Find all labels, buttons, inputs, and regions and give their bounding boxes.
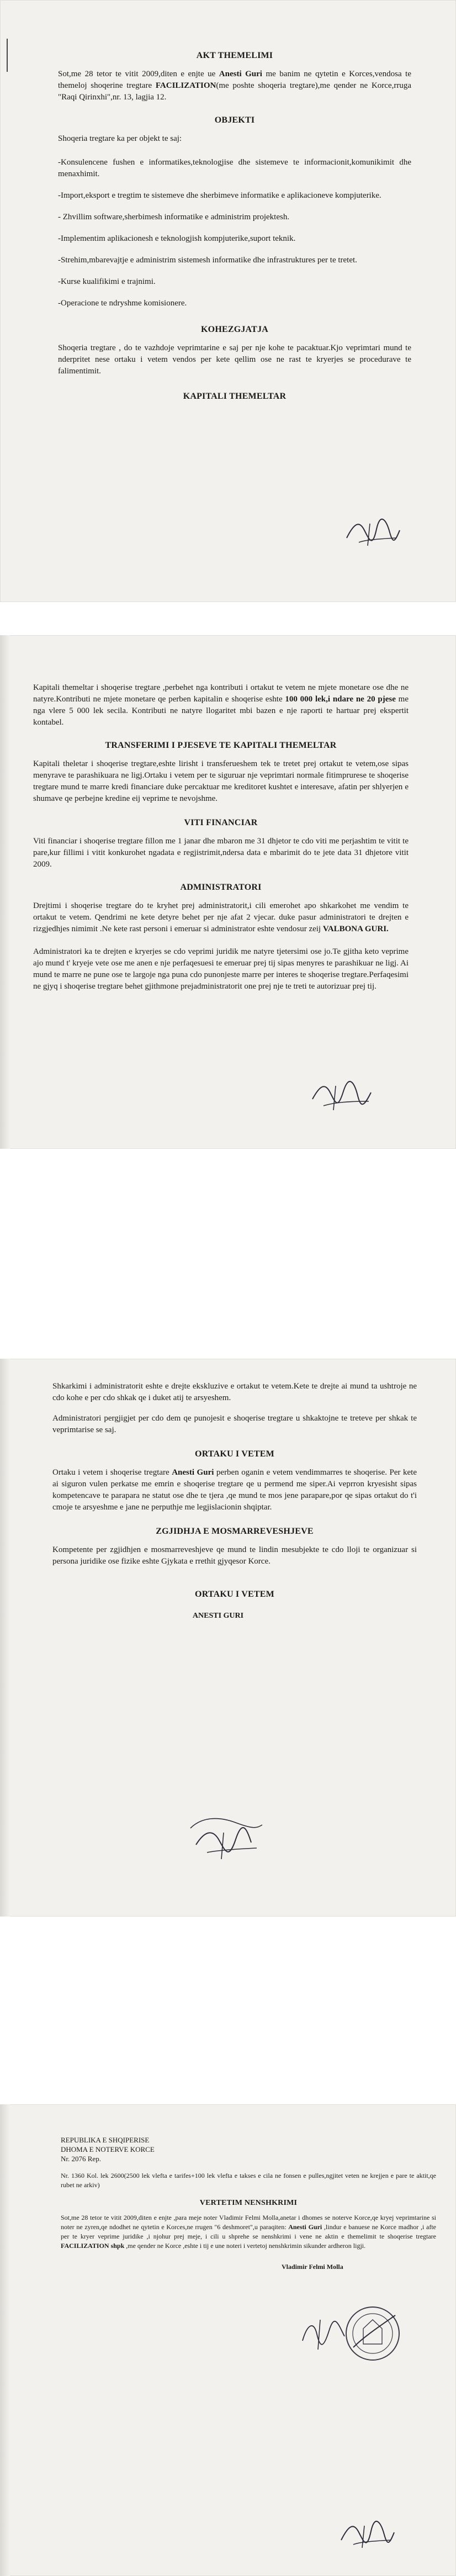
vertetim-heading: VERTETIM NENSHKRIMI bbox=[199, 2199, 298, 2207]
margin-mark bbox=[7, 39, 8, 72]
objekti-item: -Import,eksport e tregtim te sistemeve dhe sherbimeve informatike e aplikacioneve kompjuterike. bbox=[58, 191, 381, 200]
signature-mark bbox=[185, 1806, 268, 1867]
kapitali-text: Kapitali themeltar i shoqerise tregtare ,perbehet nga kontributi i ortakut te vetem ne mjete monetare ose dhe ne natyre.Kontributi ne mjete monetare qe perben kapitalin e shoqerise eshte 100 000 lek,i ndare ne 20 pjese me nga vlere 5 000 lek secila. Kontributi ne natyre llogaritet mbi bazen e nje raporti te hartuar prej ekspertit kontabel. bbox=[33, 683, 409, 727]
viti-text: Viti financiar i shoqerise tregtare fillon me 1 janar dhe mbaron me 31 dhjetor te cdo viti me perjashtim te vitit te pare,kur fillimi i vitit konkurohet ngadata e regjistrimit,ndersa data e mbarimit do te jete data 31 dhjetore vitit 2009. bbox=[33, 837, 409, 869]
vertetim-text: Sot,me 28 tetor te vitit 2009,diten e enjte ,para meje noter Vladimir Felmi Molla,anetar i dhomes se noterve Korce,qe kryej veprimtarine si noter ne zyren,qe ndodhet ne qytetin e Korces,ne rrugen "6 deshmoret",u paraqiten: Anesti Guri ,lindur e banuese ne Korce madhor ,i afte per te kryer veprime juridike ,i njohur prej meje, i cili u shprehe se nenshkrimi i vene ne aktin e themelimit te shoqerise tregtare FACILIZATION shpk ,me qender ne Korce ,eshte i tij e une noteri i vertetoj nenshkrimin sikunder ardheron ligji. bbox=[61, 2214, 436, 2250]
admin-powers-text: Administratori ka te drejten e kryerjes se cdo veprimi juridik me natyre tjetersimi ose jo.Te gjitha keto veprime ajo mund t' kryeje vete ose me anen e nje perfaqesuesi te emeruar prej tij sipas menyres te parashikuar ne ligj. Ai mund te marre ne pune ose te largoje nga puna cdo punonjeste marre per interes te shoqerise tregtare.Perfaqesimi ne gjyq i shoqerise tregtare behet gjithmone prejadministratorit one prej nje te treti te autorizuar prej tij. bbox=[33, 947, 409, 991]
viti-heading: VITI FINANCIAR bbox=[184, 818, 258, 827]
signature-mark bbox=[309, 1077, 375, 1116]
signature-mark bbox=[342, 514, 403, 552]
ortaku-footer-heading: ORTAKU I VETEM bbox=[195, 1590, 274, 1599]
page-edge-shadow bbox=[0, 2104, 10, 2576]
signature-mark bbox=[298, 2314, 348, 2353]
signature-mark bbox=[337, 2516, 397, 2554]
objekti-item: - Zhvillim software,sherbimesh informatike e administrim projektesh. bbox=[58, 213, 290, 221]
kol-text: Nr. 1360 Kol. lek 2600(2500 lek vlefta e tarifes+100 lek vlefta e takses e cila ne fonsen e pulles,ngjitet veten ne krejjen e pare te aktit,qe rubet ne arkiv) bbox=[61, 2172, 436, 2189]
objekti-item: -Konsulencene fushen e informatikes,teknologjise dhe sistemeve te informacionit,komunikimit dhe menaxhimit. bbox=[58, 158, 411, 178]
document-page-1 bbox=[0, 0, 456, 602]
notary-name: Vladimir Felmi Molla bbox=[282, 2263, 343, 2271]
objekti-item: -Implementim aplikacionesh e teknologjish kompjuterike,suport teknik. bbox=[58, 234, 296, 243]
shkarkimi-text: Shkarkimi i administratorit eshte e drejte ekskluzive e ortakut te vetem.Kete te drejte ai mund ta ushtroje ne cdo kohe e per cdo shkak qe i duket atij te arsyeshem. bbox=[52, 1382, 417, 1402]
page-title: AKT THEMELIMI bbox=[196, 51, 273, 60]
kohezgjatja-text: Shoqeria tregtare , do te vazhdoje veprimtarine e saj per nje kohe te pacaktuar.Kjo veprimtari mund te nderpritet nese ortaku i vetem vendos per kete qellim ose ne rast te kryerjes se procedurave te falimentimit. bbox=[58, 344, 411, 376]
document-page-4 bbox=[0, 2104, 456, 2576]
admin-heading: ADMINISTRATORI bbox=[180, 883, 262, 892]
transferimi-text: Kapitali theletar i shoqerise tregtare,eshte lirisht i transferueshem tek te tretet prej ortakut te vetem,ose sipas menyrave te parashikuara ne ligj.Ortaku i vetem per te siguruar nje veprimtari normale fitimprurese te shoqerise tregtare mund te marre kredi financiare duke percaktuar me kreditoret kushtet e interesave, afatin per shlyerjen e shumave qe perbejne kredine eij veprime te nevojshme. bbox=[33, 759, 409, 803]
transferimi-heading: TRANSFERIMI I PJESEVE TE KAPITALI THEMELTAR bbox=[105, 741, 337, 750]
page-edge-shadow bbox=[0, 635, 10, 1149]
ortaku-heading: ORTAKU I VETEM bbox=[195, 1449, 274, 1459]
objekti-lead: Shoqeria tregtare ka per objekt te saj: bbox=[58, 134, 182, 143]
zgjidhja-heading: ZGJIDHJA E MOSMARREVESHJEVE bbox=[156, 1527, 314, 1536]
document-page-2 bbox=[0, 635, 456, 1149]
kapitali-heading: KAPITALI THEMELTAR bbox=[183, 392, 287, 401]
zgjidhja-text: Kompetente per zgjidhjen e mosmarreveshjeve qe mund te lindin mesubjekte te cdo lloji te organizuar si persona juridike ose fizike eshte Gjykata e rrethit gjyqesor Korce. bbox=[52, 1545, 417, 1566]
signer-name: ANESTI GURI bbox=[192, 1612, 244, 1620]
founding-paragraph: Sot,me 28 tetor te vitit 2009,diten e enjte ue Anesti Guri me banim ne qytetin e Korces,vendosa te themeloj shoqerine tregtare FACILIZATION(me poshte shoqeria tregtare),me qender ne Korce,rruga "Raqi Qirinxhi",nr. 13, lagjia 12. bbox=[58, 70, 411, 102]
pergjigjet-text: Administratori pergjigjet per cdo dem qe punojesit e shoqerise tregtare u shkaktojne te treteve per shkak te veprimtarise se saj. bbox=[52, 1414, 417, 1434]
kohezgjatja-heading: KOHEZGJATJA bbox=[201, 325, 268, 334]
objekti-item: -Strehim,mbarevajtje e administrim sistemesh informatike dhe infrastruktures per te tretet. bbox=[58, 256, 357, 265]
objekti-heading: OBJEKTI bbox=[214, 115, 255, 125]
objekti-item: -Operacione te ndryshme komisionere. bbox=[58, 299, 187, 308]
admin-text: Drejtimi i shoqerise tregtare do te kryhet prej administratorit,i cili emerohet apo shkarkohet me vendim te ortakut te vetem. Qendrimi ne kete detyre behet per nje afat 2 vjecar. duke pasur administratori te drejten e rizgjedhjes nimimit .Ne kete rast personi i emeruar si administrator eshte vendosur zeij VALBONA GURI. bbox=[33, 901, 409, 933]
rep-number: Nr. 2076 Rep. bbox=[61, 2155, 101, 2163]
ortaku-text: Ortaku i vetem i shoqerise tregtare Anesti Guri perben oganin e vetem vendimmarres te shoqerise. Per kete ai siguron vulen perkatse me emrin e shoqerise tregtare qe u permend me siper.Ai veprron kryesisht sipas kompetencave te parapara ne statut ose dhe te tjera ,qe mund te mos jene parapare,por qe sipas ortakut do t'i cmoje te arsyeshme e jane ne perputhje me legjislacionin shqiptar. bbox=[52, 1468, 417, 1512]
objekti-item: -Kurse kualifikimi e trajnimi. bbox=[58, 277, 156, 286]
dhoma-header: DHOMA E NOTERVE KORCE bbox=[61, 2145, 155, 2153]
republika-header: REPUBLIKA E SHQIPERISE bbox=[61, 2136, 150, 2144]
document-page-3 bbox=[0, 1359, 456, 1917]
page-edge-shadow bbox=[0, 1359, 10, 1917]
notary-stamp bbox=[342, 2303, 403, 2364]
